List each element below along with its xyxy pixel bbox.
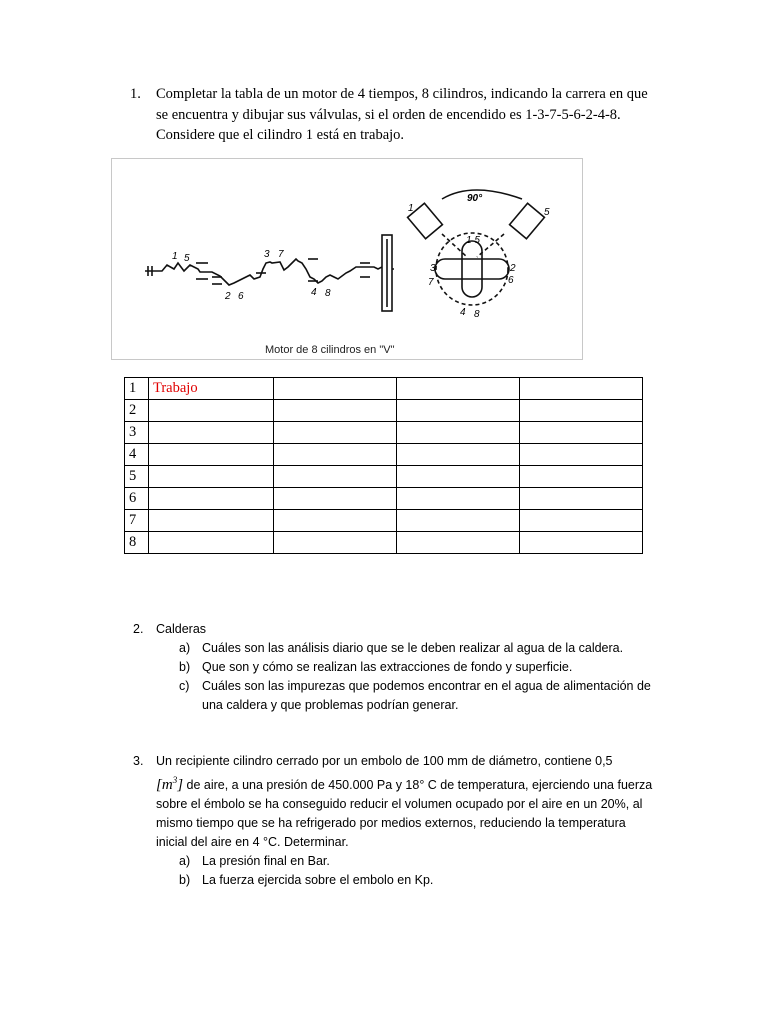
table-cell (397, 444, 520, 466)
table-cell (520, 488, 643, 510)
crank-label-4: 4 (311, 287, 317, 298)
cyl-label-left: 1 (408, 203, 414, 214)
cyl-label-left-side: 3 (430, 263, 436, 274)
row-number: 7 (125, 510, 149, 532)
table-cell: Trabajo (149, 378, 274, 400)
question-2-title: Calderas (156, 622, 207, 636)
table-row (125, 488, 643, 510)
question-2 (133, 620, 653, 715)
question-1-number: 1. (130, 86, 141, 102)
table-cell (397, 466, 520, 488)
question-2-title-row (133, 620, 653, 639)
table-row (125, 422, 643, 444)
cyl-label-top: 1 5 (466, 235, 480, 246)
engine-diagram (111, 158, 583, 360)
item-text: La fuerza ejercida sobre el embolo en Kp. (202, 873, 434, 887)
table-cell (520, 400, 643, 422)
cyl-label-left-side2: 7 (428, 277, 434, 288)
table-row (125, 510, 643, 532)
question-1 (130, 84, 660, 146)
table-cell (520, 444, 643, 466)
table-cell (520, 378, 643, 400)
table-cell (149, 510, 274, 532)
table-cell (274, 444, 397, 466)
unit-m3: $[m^3]$ (156, 775, 184, 793)
engine-diagram-svg (112, 159, 582, 359)
table-cell (397, 422, 520, 444)
row-number: 6 (125, 488, 149, 510)
question-3-row (133, 752, 658, 852)
table-cell (274, 510, 397, 532)
cyl-label-right: 5 (544, 207, 550, 218)
item-label: a) (179, 641, 191, 655)
question-2-number: 2. (133, 622, 144, 636)
crank-label-7: 7 (278, 249, 284, 260)
row-number: 1 (125, 378, 149, 400)
item-text: Cuáles son las impurezas que podemos encontrar en el agua de alimentación de una caldera y que problemas podrían generar. (202, 679, 651, 712)
table-cell (520, 510, 643, 532)
table-cell (274, 400, 397, 422)
table-cell (520, 466, 643, 488)
table-cell (397, 378, 520, 400)
figure-caption: Motor de 8 cilindros en "V" (265, 344, 395, 356)
question-2-item-a (179, 639, 653, 658)
cylinder-table (124, 377, 643, 554)
table-cell (274, 532, 397, 554)
table-cell (149, 400, 274, 422)
table-row (125, 532, 643, 554)
cyl-label-bottom: 4 (460, 307, 466, 318)
row-number: 3 (125, 422, 149, 444)
question-1-text: Completar la tabla de un motor de 4 tiempos, 8 cilindros, indicando la carrera en que se encuentra y dibujar sus válvulas, si el orden de encendido es 1-3-7-5-6-2-4-8. Considere que el cilindro 1 está en trabajo. (156, 86, 648, 143)
question-2-item-b (179, 658, 653, 677)
crank-label-3: 3 (264, 249, 270, 260)
crank-label-1: 1 (172, 251, 178, 262)
table-cell (397, 488, 520, 510)
question-3 (133, 752, 658, 890)
item-label: a) (179, 854, 191, 868)
table-cell (149, 444, 274, 466)
question-3-item-a (179, 852, 658, 871)
table-cell (274, 422, 397, 444)
question-3-item-b (179, 871, 658, 890)
cyl-label-right-side2: 6 (508, 275, 514, 286)
unit-base: m (161, 777, 173, 793)
table-cell (149, 422, 274, 444)
row-number: 8 (125, 532, 149, 554)
table-cell (274, 466, 397, 488)
table-row (125, 400, 643, 422)
row-number: 5 (125, 466, 149, 488)
unit-exponent: 3 (172, 775, 178, 785)
table-cell (520, 532, 643, 554)
table-cell (149, 532, 274, 554)
crank-label-5: 5 (184, 253, 190, 264)
question-2-item-c (179, 677, 653, 715)
table-cell (149, 466, 274, 488)
table-row (125, 444, 643, 466)
angle-label: 90° (467, 193, 483, 204)
question-3-text-after: de aire, a una presión de 450.000 Pa y 18° C de temperatura, ejerciendo una fuerza sobre el émbolo se ha conseguido reducir el volumen ocupado por el aire en un 20%, al mismo tiempo que se ha refrigerado por medios externos, reduciendo la temperatura inicial del aire en 4 °C. Determinar. (156, 778, 653, 849)
table-cell (520, 422, 643, 444)
crank-label-6: 6 (238, 291, 244, 302)
item-text: La presión final en Bar. (202, 854, 330, 868)
item-label: c) (179, 679, 190, 693)
crank-label-2: 2 (225, 291, 231, 302)
table-cell (397, 510, 520, 532)
row-number: 2 (125, 400, 149, 422)
row-number: 4 (125, 444, 149, 466)
table-cell (397, 532, 520, 554)
question-3-text (156, 752, 658, 852)
table-row (125, 466, 643, 488)
table-cell (397, 400, 520, 422)
table-cell (274, 378, 397, 400)
cyl-label-right-side: 2 (510, 263, 516, 274)
item-label: b) (179, 660, 191, 674)
table-cell (149, 488, 274, 510)
item-text: Que son y cómo se realizan las extracciones de fondo y superficie. (202, 660, 573, 674)
table-row (125, 378, 643, 400)
table-cell (274, 488, 397, 510)
crank-label-8: 8 (325, 288, 331, 299)
question-3-text-before: Un recipiente cilindro cerrado por un embolo de 100 mm de diámetro, contiene 0,5 (156, 754, 613, 768)
question-3-number: 3. (133, 754, 144, 768)
item-text: Cuáles son las análisis diario que se le deben realizar al agua de la caldera. (202, 641, 624, 655)
item-label: b) (179, 873, 191, 887)
cyl-label-bottom2: 8 (474, 309, 480, 320)
